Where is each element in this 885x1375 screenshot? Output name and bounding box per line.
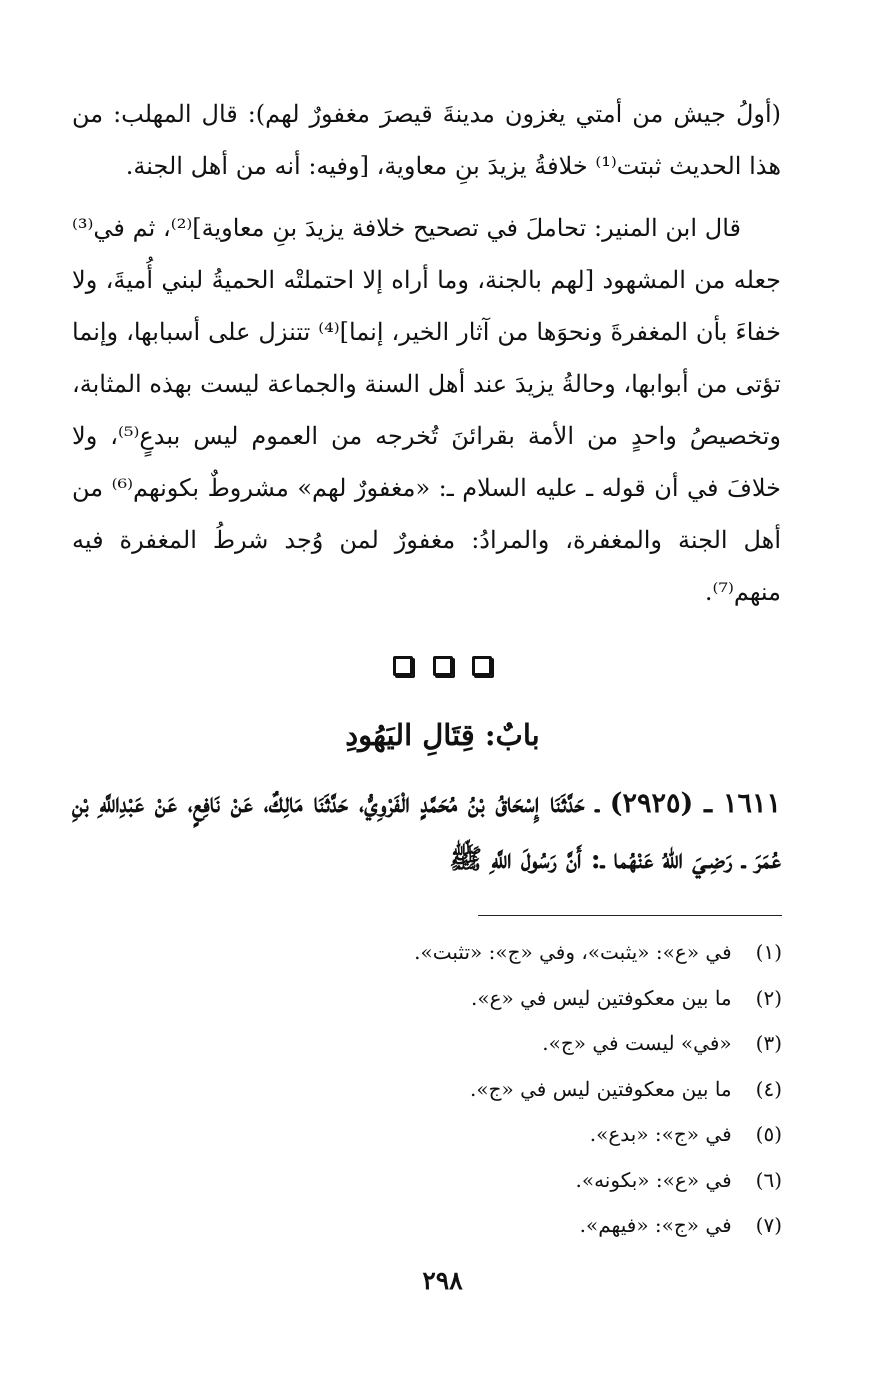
footnote-text: في «ع»: «بكونه». (575, 1167, 732, 1192)
paragraph-1: (أولُ جيش من أمتي يغزون مدينةَ قيصرَ مغفورٌ لهم): قال المهلب: من هذا الحديث ثبتت⁽¹⁾ خلافةُ يزيدَ بنِ معاوية، [وفيه: أنه من أهل الجنة. (72, 100, 781, 180)
footnote-divider (478, 915, 782, 916)
footnote-text: ما بين معكوفتين ليس في «ج». (470, 1076, 732, 1101)
footnote-item (120, 1067, 782, 1113)
footnote-text: في «ج»: «فيهم». (579, 1213, 732, 1237)
section-separator (0, 656, 885, 680)
footnote-text: «في» ليست في «ج». (542, 1031, 732, 1055)
main-text (72, 88, 781, 618)
separator-square-icon (472, 656, 492, 676)
paragraph-2: قال ابن المنير: تحاملَ في تصحيح خلافة يزيدَ بنِ معاوية]⁽²⁾، ثم في⁽³⁾ جعله من المشهود [لهم بالجنة، وما أراه إلا احتملتْه الحميةُ لبني أُميةَ، ولا خفاءَ بأن المغفرةَ ونحوَها من آثار الخير، إنما]⁽⁴⁾ تتنزل على أسبابها، وإنما تؤتى من أبوابها، وحالةُ يزيدَ عند أهل السنة والجماعة ليست بهذه المثابة، وتخصيصُ واحدٍ من الأمة بقرائنَ تُخرجه من العموم ليس ببدعٍ⁽⁵⁾، ولا خلافَ في أن قوله ـ عليه السلام ـ: «مغفورٌ لهم» مشروطٌ بكونهم⁽⁶⁾ من أهل الجنة والمغفرة، والمرادُ: مغفورٌ لمن وُجد شرطُ المغفرة فيه منهم⁽⁷⁾. (72, 214, 781, 606)
footnote-text: في «ج»: «بدع». (589, 1122, 732, 1146)
footnote-number: (٦) (755, 1167, 782, 1192)
footnote-number: (١) (755, 940, 782, 964)
footnote-text: في «ع»: «يثبت»، وفي «ج»: «تثبت». (414, 940, 732, 964)
footnote-number: (٤) (755, 1076, 782, 1101)
footnote-item (120, 1203, 782, 1249)
footnote-item (120, 976, 782, 1022)
footnote-number: (٧) (755, 1213, 782, 1237)
footnote-number: (٣) (755, 1031, 782, 1055)
footnotes-list (120, 930, 782, 1249)
footnote-item (120, 930, 782, 976)
separator-square-icon (393, 656, 413, 676)
footnote-text: ما بين معكوفتين ليس في «ع». (471, 985, 732, 1010)
footnote-item (120, 1158, 782, 1204)
separator-square-icon (433, 656, 453, 676)
footnote-number: (٥) (755, 1122, 782, 1146)
footnote-item (120, 1112, 782, 1158)
hadith-text: ١٦١١ ـ (٢٩٢٥) ـ حَدَّثَنَا إِسْحَاقُ بْنُ مُحَمَّدٍ الْفَرْوِيُّ، حَدَّثَنَا مَالِكٌ، عَنْ نَافِعٍ، عَنْ عَبْدِاللَّهِ بْنِ عُمَرَ ـ رَضِـيَ اللهُ عَنْهُما ـ: أَنَّ رَسُولَ اللَّهِ ﷺ (72, 788, 781, 875)
chapter-heading: بابٌ: قِتَالِ اليَهُودِ (345, 718, 540, 752)
footnote-number: (٢) (755, 985, 782, 1010)
page-number: ٢٩٨ (422, 1266, 463, 1295)
footnote-item (120, 1021, 782, 1067)
